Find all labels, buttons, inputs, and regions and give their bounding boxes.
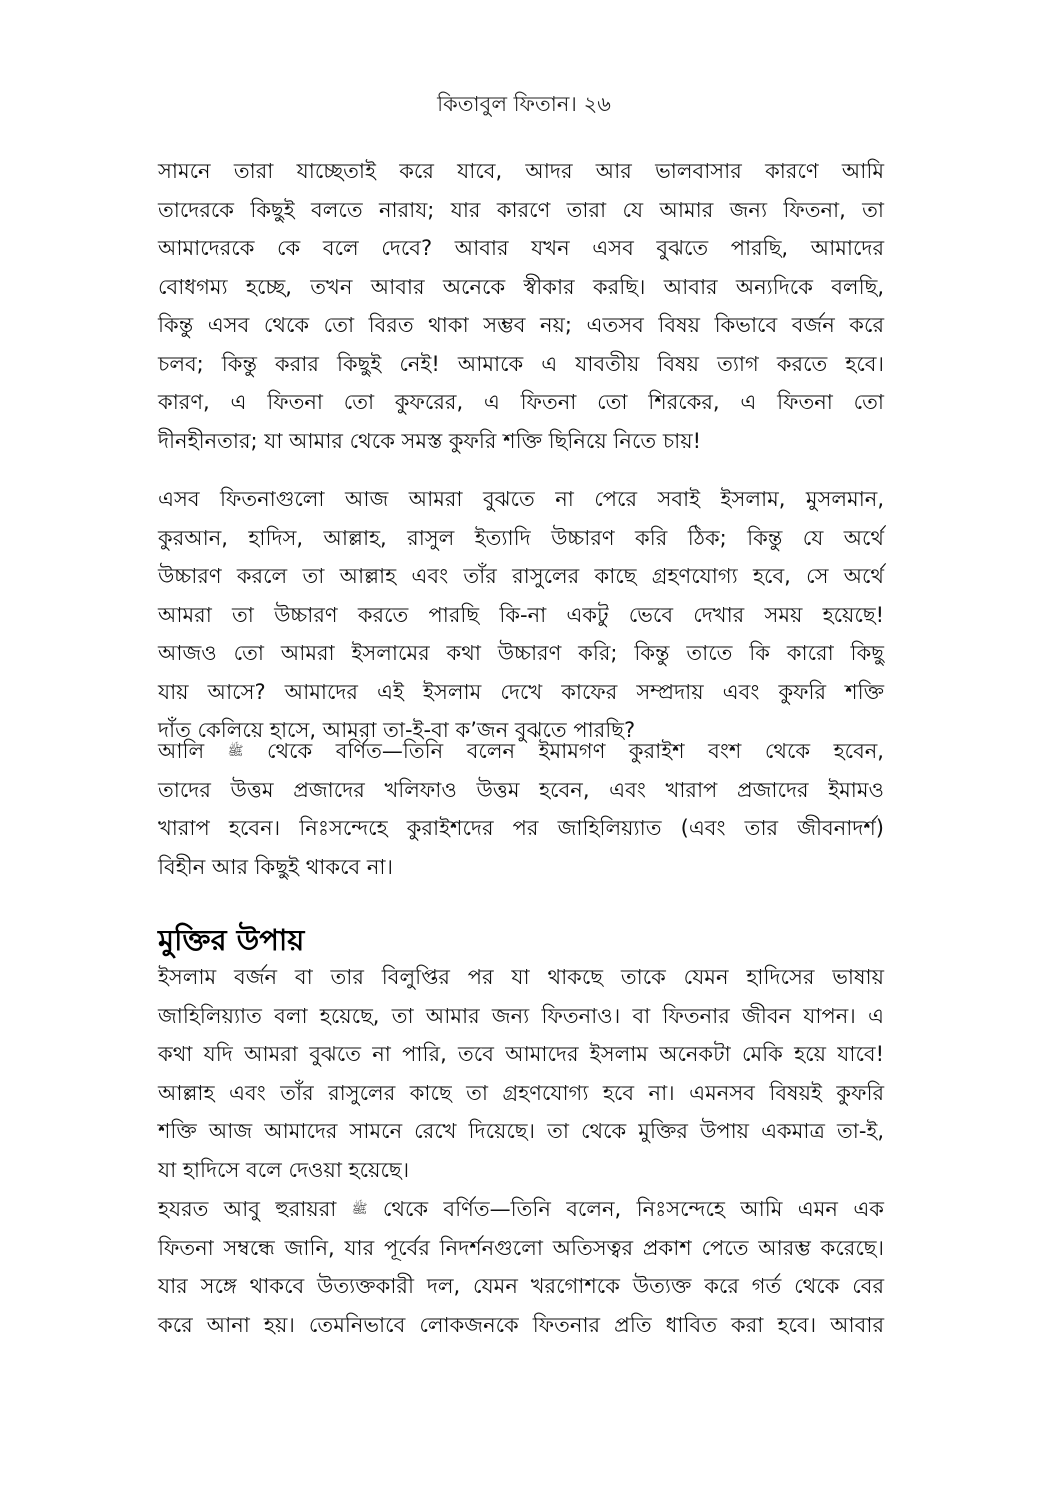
paragraph-1 [158,152,884,460]
honorific-glyph-icon: ﷺ [227,743,244,759]
text-line: খারাপ হবেন। নিঃসন্দেহে কুরাইশদের পর জাহিলিয়্যাত (এবং তার জীবনাদর্শ) [158,816,884,840]
section-heading: মুক্তির উপায় [158,923,305,957]
text-line: দীনহীনতার; যা আমার থেকে সমস্ত কুফরি শক্তি ছিনিয়ে নিতে চায়! [158,428,702,453]
text-line: আজও তো আমরা ইসলামের কথা উচ্চারণ করি; কিন্তু তাতে কি কারো কিছু [158,641,884,665]
hadith-paragraph-ali [158,732,884,886]
text-line: সামনে তারা যাচ্ছেতাই করে যাবে, আদর আর ভালবাসার কারণে আমি [158,159,884,183]
text-line: আমাদেরকে কে বলে দেবে? আবার যখন এসব বুঝতে পারছি, আমাদের [158,236,884,260]
text-line: বোধগম্য হচ্ছে, তখন আবার অনেকে স্বীকার করছি। আবার অন্যদিকে বলছি, [158,274,884,299]
text-line: দাঁত কেলিয়ে হাসে, আমরা তা-ই-বা ক’জন বুঝতে পারছি? [158,718,636,742]
paragraph-4 [158,958,884,1189]
hadith-paragraph-abu-hurairah [158,1190,884,1344]
text-line: আল্লাহ এবং তাঁর রাসুলের কাছে তা গ্রহণযোগ্য হবে না। এমনসব বিষয়ই কুফরি [158,1080,884,1105]
narrator-name: হযরত আবু হুরায়রা [158,1197,337,1221]
text-line: তাদের উত্তম প্রজাদের খলিফাও উত্তম হবেন, এবং খারাপ প্রজাদের ইমামও [158,777,884,802]
honorific-glyph-icon: ﷺ [351,1201,368,1217]
text-line: ইসলাম বর্জন বা তার বিলুপ্তির পর যা থাকছে তাকে যেমন হাদিসের ভাষায় [158,965,884,989]
text-line: ফিতনা সম্বন্ধে জানি, যার পূর্বের নিদর্শনগুলো অতিসত্বর প্রকাশ পেতে আরম্ভ করেছে। [158,1235,884,1260]
text-line: বিহীন আর কিছুই থাকবে না। [158,854,394,879]
text-line: এসব ফিতনাগুলো আজ আমরা বুঝতে না পেরে সবাই ইসলাম, মুসলমান, [158,487,884,511]
text-line: যার সঙ্গে থাকবে উত্যক্তকারী দল, যেমন খরগোশকে উত্যক্ত করে গর্ত থেকে বের [158,1274,884,1298]
text-line [158,732,884,771]
narration-text: থেকে বর্ণিত—তিনি বলেন, নিঃসন্দেহে আমি এমন এক [382,1197,884,1221]
text-line: জাহিলিয়্যাত বলা হয়েছে, তা আমার জন্য ফিতনাও। বা ফিতনার জীবন যাপন। এ [158,1003,884,1028]
text-line: তাদেরকে কিছুই বলতে নারায; যার কারণে তারা যে আমার জন্য ফিতনা, তা [158,197,884,222]
text-line: কথা যদি আমরা বুঝতে না পারি, তবে আমাদের ইসলাম অনেকটা মেকি হয়ে যাবে! [158,1042,884,1066]
text-line: উচ্চারণ করলে তা আল্লাহ এবং তাঁর রাসুলের কাছে গ্রহণযোগ্য হবে, সে অর্থে [158,564,884,588]
narrator-name: আলি [158,739,205,763]
text-line: যায় আসে? আমাদের এই ইসলাম দেখে কাফের সম্প্রদায় এবং কুফরি শক্তি [158,679,884,704]
text-line: শক্তি আজ আমাদের সামনে রেখে দিয়েছে। তা থেকে মুক্তির উপায় একমাত্র তা-ই, [158,1119,884,1143]
paragraph-2 [158,480,884,750]
text-line: আমরা তা উচ্চারণ করতে পারছি কি-না একটু ভেবে দেখার সময় হয়েছে! [158,602,884,627]
text-line: চলব; কিন্তু করার কিছুই নেই! আমাকে এ যাবতীয় বিষয় ত্যাগ করতে হবে। [158,351,884,376]
text-line: কুরআন, হাদিস, আল্লাহ, রাসুল ইত্যাদি উচ্চারণ করি ঠিক; কিন্তু যে অর্থে [158,525,884,550]
text-line [158,1190,884,1229]
narration-text: থেকে বর্ণিত—তিনি বলেন ইমামগণ কুরাইশ বংশ থেকে হবেন, [266,739,884,763]
text-line: যা হাদিসে বলে দেওয়া হয়েছে। [158,1157,410,1182]
text-line: করে আনা হয়। তেমনিভাবে লোকজনকে ফিতনার প্রতি ধাবিত করা হবে। আবার [158,1312,884,1337]
text-line: কারণ, এ ফিতনা তো কুফরের, এ ফিতনা তো শিরকের, এ ফিতনা তো [158,390,884,414]
running-header: কিতাবুল ফিতান। ২৬ [437,92,611,116]
text-line: কিন্তু এসব থেকে তো বিরত থাকা সম্ভব নয়; এতসব বিষয় কিভাবে বর্জন করে [158,313,884,337]
